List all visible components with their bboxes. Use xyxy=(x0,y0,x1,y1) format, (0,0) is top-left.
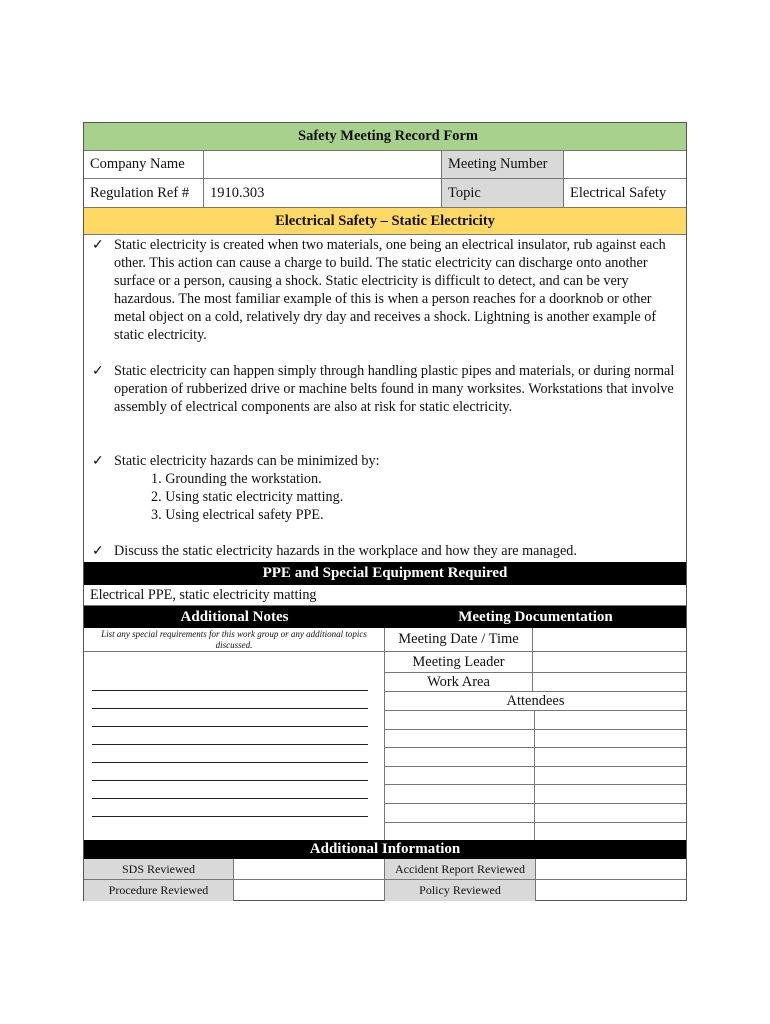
meeting-number-label: Meeting Number xyxy=(442,151,564,178)
attendee-cell[interactable] xyxy=(535,804,686,823)
subject-title: Electrical Safety – Static Electricity xyxy=(84,208,686,234)
topic-field[interactable]: Electrical Safety xyxy=(570,184,667,201)
bullet-item xyxy=(92,543,682,561)
list-item: 3. Using electrical safety PPE. xyxy=(151,507,324,523)
sds-reviewed-field[interactable] xyxy=(234,859,385,880)
policy-reviewed-label: Policy Reviewed xyxy=(385,880,536,901)
company-row xyxy=(84,151,686,179)
note-line[interactable] xyxy=(92,816,368,817)
additional-info-header: Additional Information xyxy=(84,840,686,859)
procedure-reviewed-field[interactable] xyxy=(234,880,385,901)
checkmark-icon: ✓ xyxy=(92,364,104,379)
notes-hint: List any special requirements for this work group or any additional topics discussed. xyxy=(84,628,384,652)
meeting-number-field[interactable] xyxy=(564,151,686,178)
ppe-row xyxy=(84,585,686,606)
bullet-text: Static electricity can happen simply through handling plastic pipes and materials, or during normal operation of rubberized drive or machine belts found in many worksites. Workstations that involve assembly of electrical components are also at risk for static electricity. xyxy=(114,363,675,415)
checkmark-icon: ✓ xyxy=(92,544,104,559)
bullet-item xyxy=(92,453,682,471)
regulation-label: Regulation Ref # xyxy=(84,179,204,207)
list-item: 2. Using static electricity matting. xyxy=(151,489,344,505)
attendee-cell[interactable] xyxy=(535,767,686,786)
checkmark-icon: ✓ xyxy=(92,454,104,469)
work-area-label: Work Area xyxy=(385,673,533,692)
attendee-cell[interactable] xyxy=(385,823,535,842)
list-item: 1. Grounding the workstation. xyxy=(151,471,322,487)
documentation-area xyxy=(385,628,686,840)
ppe-header-row xyxy=(84,562,686,585)
attendee-cell[interactable] xyxy=(385,711,535,730)
bullet-item xyxy=(92,237,682,344)
additional-info-header-row xyxy=(84,840,686,859)
bullet-text: Discuss the static electricity hazards in the workplace and how they are managed. xyxy=(114,543,577,559)
meeting-date-field[interactable] xyxy=(533,628,686,652)
safety-meeting-form xyxy=(83,122,687,901)
accident-report-field[interactable] xyxy=(536,859,686,880)
attendee-cell[interactable] xyxy=(535,730,686,749)
ppe-value[interactable]: Electrical PPE, static electricity matting xyxy=(90,586,317,603)
checkmark-icon: ✓ xyxy=(92,238,104,253)
note-line[interactable] xyxy=(92,708,368,709)
additional-info-table xyxy=(84,859,686,901)
attendee-cell[interactable] xyxy=(385,785,535,804)
procedure-reviewed-label: Procedure Reviewed xyxy=(84,880,234,901)
meeting-date-label: Meeting Date / Time xyxy=(385,628,533,652)
meeting-leader-field[interactable] xyxy=(533,652,686,673)
notes-area[interactable] xyxy=(84,628,385,840)
bullet-text: Static electricity is created when two materials, one being an electrical insulator, rub against each other. This action can cause a charge to build. The static electricity can discharge onto another surface or a person, causing a shock. Static electricity is difficult to detect, and can be very hazardous. The most familiar example of this is when a person reaches for a doorknob or other metal object on a cold, relatively dry day and receives a shock. Lightning is another example of static electricity. xyxy=(114,237,666,343)
attendee-cell[interactable] xyxy=(535,823,686,842)
form-title: Safety Meeting Record Form xyxy=(84,123,686,150)
attendee-cell[interactable] xyxy=(535,748,686,767)
attendee-cell[interactable] xyxy=(535,785,686,804)
work-area-field[interactable] xyxy=(533,673,686,692)
content-bullets xyxy=(84,235,686,562)
doc-header: Meeting Documentation xyxy=(385,606,686,628)
sds-reviewed-label: SDS Reviewed xyxy=(84,859,234,880)
attendee-cell[interactable] xyxy=(385,730,535,749)
attendee-cell[interactable] xyxy=(385,767,535,786)
attendee-cell[interactable] xyxy=(535,711,686,730)
ppe-header: PPE and Special Equipment Required xyxy=(84,562,686,585)
title-row xyxy=(84,123,686,151)
subject-row xyxy=(84,208,686,235)
topic-label: Topic xyxy=(442,179,564,207)
meeting-leader-label: Meeting Leader xyxy=(385,652,533,673)
note-line[interactable] xyxy=(92,744,368,745)
attendee-cell[interactable] xyxy=(385,748,535,767)
company-name-field[interactable] xyxy=(204,151,442,178)
note-line[interactable] xyxy=(92,780,368,781)
accident-report-label: Accident Report Reviewed xyxy=(385,859,536,880)
notes-doc-header-row xyxy=(84,606,686,628)
bullet-text: Static electricity hazards can be minimized by: xyxy=(114,453,380,469)
note-line[interactable] xyxy=(92,726,368,727)
notes-header: Additional Notes xyxy=(84,606,385,628)
note-line[interactable] xyxy=(92,690,368,691)
attendee-cell[interactable] xyxy=(385,804,535,823)
note-line[interactable] xyxy=(92,798,368,799)
company-name-label: Company Name xyxy=(84,151,204,178)
attendees-label: Attendees xyxy=(385,692,686,711)
regulation-row xyxy=(84,179,686,208)
policy-reviewed-field[interactable] xyxy=(536,880,686,901)
note-line[interactable] xyxy=(92,762,368,763)
regulation-field[interactable]: 1910.303 xyxy=(204,179,442,207)
bullet-item xyxy=(92,363,682,417)
